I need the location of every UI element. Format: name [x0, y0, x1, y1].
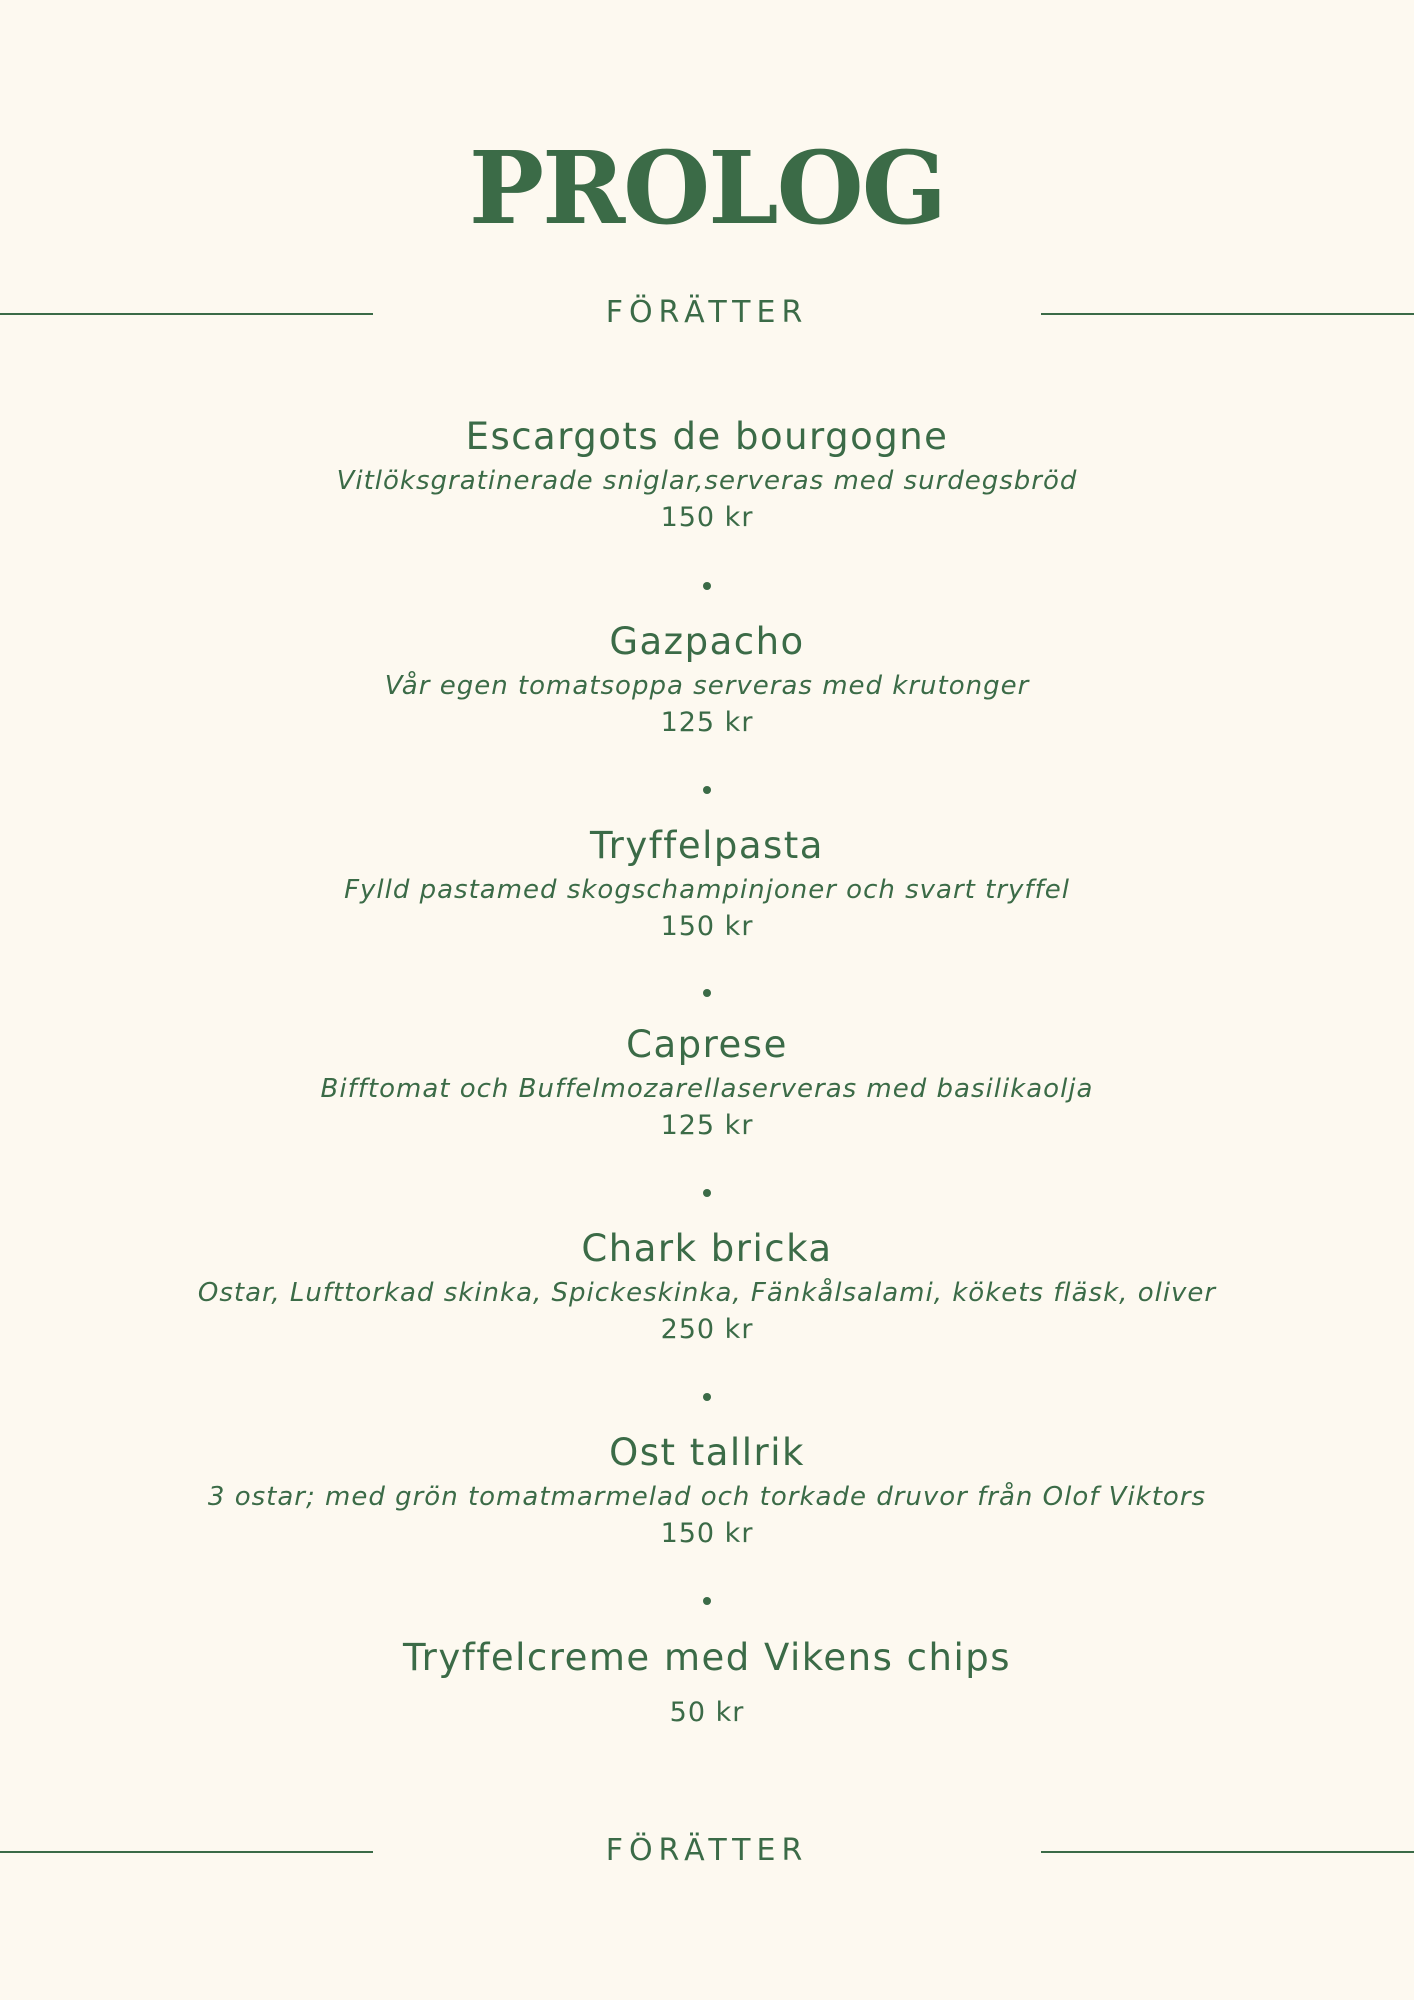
menu-item-description: Ostar, Lufttorkad skinka, Spickeskinka, Fänkålsalami, kökets fläsk, oliver [197, 1278, 1217, 1308]
separator-dot [703, 1393, 711, 1401]
menu-item-description: Vår egen tomatsoppa serveras med krutonger [384, 671, 1030, 701]
separator-dot [703, 1189, 711, 1197]
section-header-bottom [0, 1831, 1414, 1871]
brand-title: PROLOG [468, 129, 946, 247]
section-title-footer: FÖRÄTTER [605, 1833, 809, 1868]
separator-dot [703, 1597, 711, 1605]
menu-item-tryffelpasta [0, 820, 1414, 946]
divider-right [1041, 1851, 1414, 1853]
menu-item-name: Tryffelpasta [590, 824, 824, 867]
menu-item-description: Vitlöksgratinerade sniglar,serveras med surdegsbröd [336, 466, 1078, 496]
divider-right [1041, 313, 1414, 315]
menu-item-name: Gazpacho [609, 620, 805, 663]
menu-item-price: 150 kr [660, 911, 754, 942]
menu-item-name: Tryffelcreme med Vikens chips [403, 1636, 1011, 1679]
menu-item-escargots [0, 411, 1414, 537]
section-title: FÖRÄTTER [605, 295, 809, 330]
menu-item-price: 150 kr [660, 1518, 754, 1549]
separator-dot [703, 786, 711, 794]
menu-item-description: 3 ostar; med grön tomatmarmelad och torkade druvor från Olof Viktors [207, 1482, 1207, 1512]
menu-item-price: 125 kr [660, 1110, 754, 1141]
menu-item-price: 150 kr [660, 502, 754, 533]
menu-item-caprese [0, 1019, 1414, 1145]
menu-item-chark-bricka [0, 1223, 1414, 1349]
menu-item-name: Ost tallrik [609, 1431, 805, 1474]
menu-item-price: 125 kr [660, 707, 754, 738]
menu-item-price: 50 kr [669, 1697, 745, 1728]
menu-item-name: Chark bricka [581, 1227, 833, 1270]
menu-item-price: 250 kr [660, 1314, 754, 1345]
menu-item-description: Bifftomat och Buffelmozarellaserveras med basilikaolja [320, 1074, 1094, 1104]
menu-item-gazpacho [0, 616, 1414, 742]
menu-item-ost-tallrik [0, 1427, 1414, 1553]
menu-item-tryffelcreme [0, 1632, 1414, 1732]
menu-item-name: Escargots de bourgogne [465, 415, 949, 458]
separator-dot [703, 989, 711, 997]
separator-dot [703, 582, 711, 590]
menu-item-name: Caprese [626, 1023, 788, 1066]
section-header-top [0, 293, 1414, 333]
menu-item-description: Fylld pastamed skogschampinjoner och svart tryffel [344, 875, 1070, 905]
